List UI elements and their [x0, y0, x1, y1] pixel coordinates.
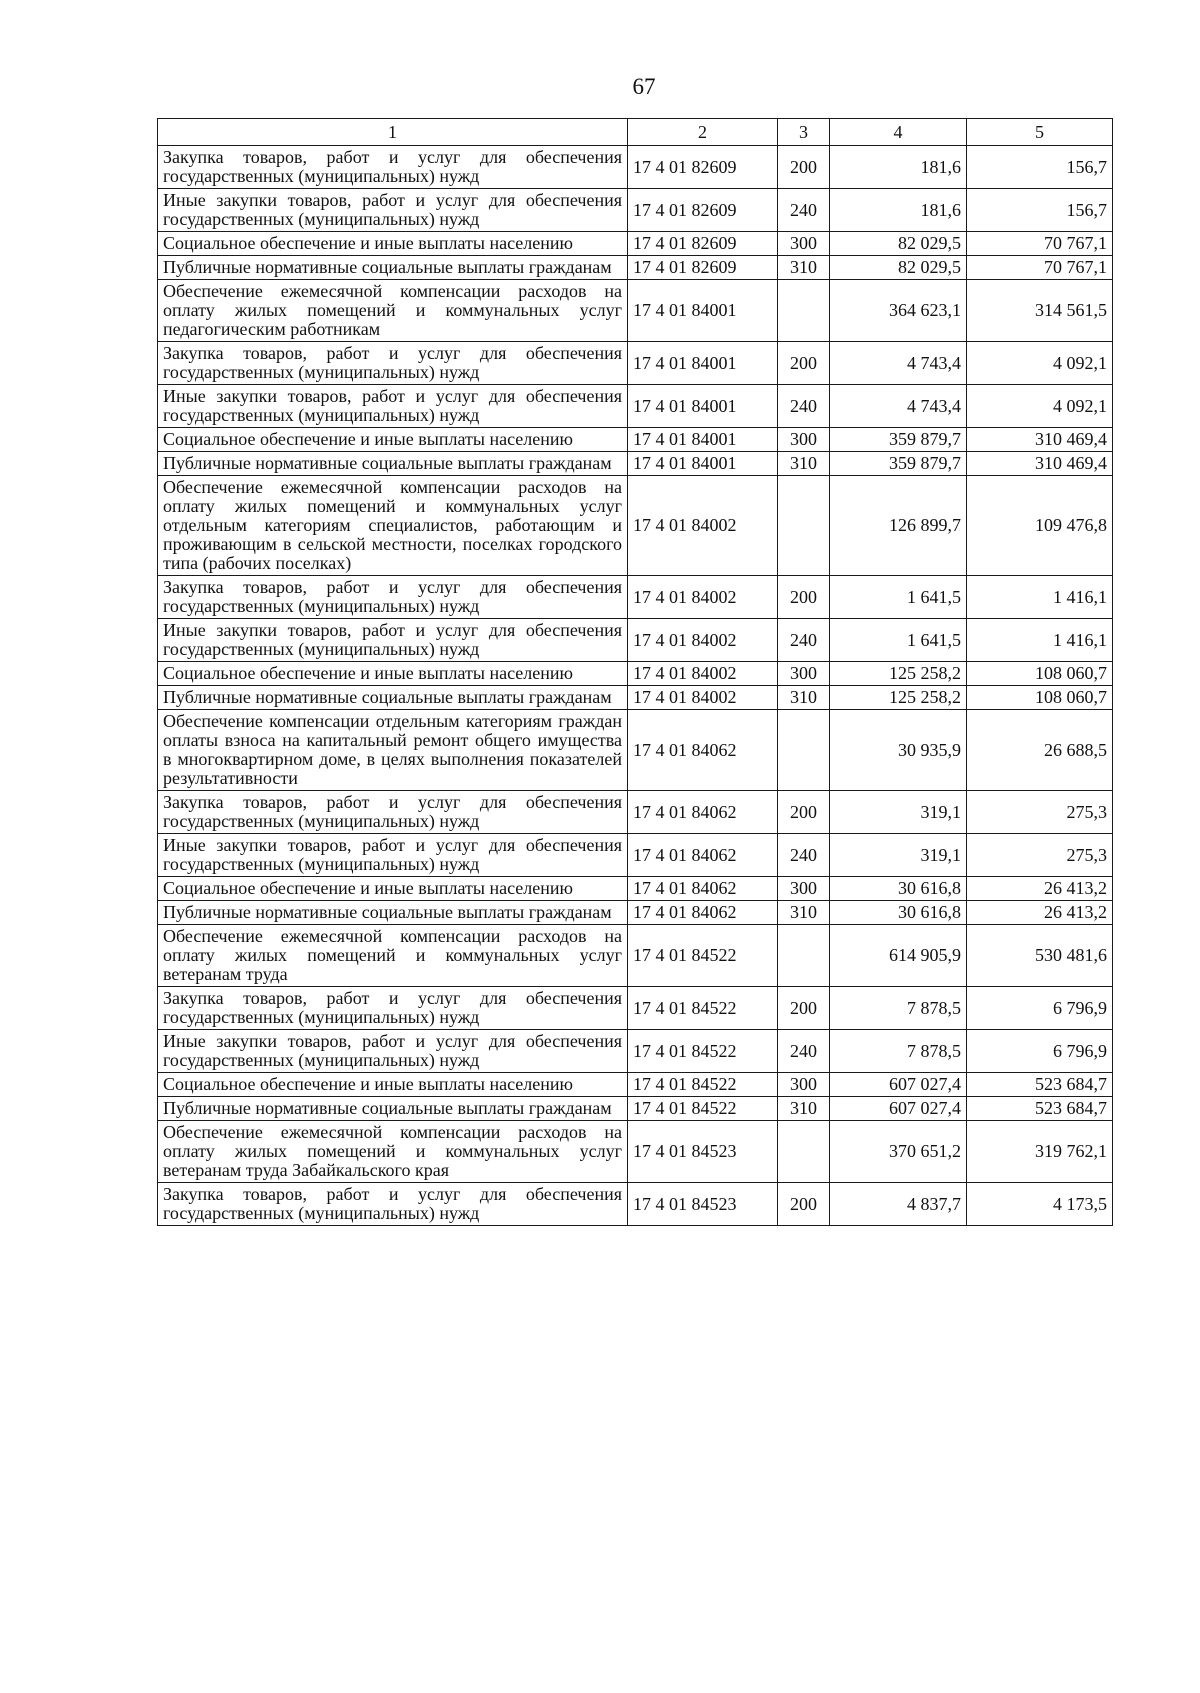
row-value-col5-cell: 26 413,2 — [967, 877, 1113, 901]
budget-table — [157, 118, 1113, 1226]
row-code-cell: 17 4 01 84522 — [628, 925, 778, 987]
row-code-cell: 17 4 01 84522 — [628, 987, 778, 1030]
row-name-cell: Обеспечение компенсации отдельным категориям граждан оплаты взноса на капитальный ремонт общего имущества в многоквартирном доме, в целях выполнения показателей результативности — [158, 710, 628, 791]
table-row — [158, 280, 1113, 342]
table-row — [158, 1097, 1113, 1121]
row-type-cell: 240 — [778, 834, 830, 877]
row-type-cell — [778, 710, 830, 791]
row-type-cell: 300 — [778, 428, 830, 452]
row-code-cell: 17 4 01 84522 — [628, 1073, 778, 1097]
row-type-cell — [778, 1121, 830, 1183]
row-name-cell: Иные закупки товаров, работ и услуг для обеспечения государственных (муниципальных) нужд — [158, 834, 628, 877]
row-code-cell: 17 4 01 84002 — [628, 476, 778, 576]
table-row — [158, 146, 1113, 189]
row-value-col4-cell: 30 616,8 — [830, 877, 967, 901]
row-name-cell: Закупка товаров, работ и услуг для обеспечения государственных (муниципальных) нужд — [158, 1183, 628, 1226]
row-value-col5-cell: 6 796,9 — [967, 987, 1113, 1030]
row-value-col4-cell: 319,1 — [830, 791, 967, 834]
row-type-cell — [778, 280, 830, 342]
table-row — [158, 834, 1113, 877]
page-number: 67 — [632, 74, 656, 99]
row-name-cell: Иные закупки товаров, работ и услуг для обеспечения государственных (муниципальных) нужд — [158, 385, 628, 428]
row-type-cell: 200 — [778, 987, 830, 1030]
row-name-cell: Социальное обеспечение и иные выплаты населению — [158, 662, 628, 686]
row-name-cell: Закупка товаров, работ и услуг для обеспечения государственных (муниципальных) нужд — [158, 146, 628, 189]
row-value-col4-cell: 7 878,5 — [830, 1030, 967, 1073]
table-row — [158, 1121, 1113, 1183]
row-value-col4-cell: 7 878,5 — [830, 987, 967, 1030]
row-type-cell: 310 — [778, 686, 830, 710]
row-value-col4-cell: 126 899,7 — [830, 476, 967, 576]
row-value-col4-cell: 4 837,7 — [830, 1183, 967, 1226]
row-name-cell: Обеспечение ежемесячной компенсации расходов на оплату жилых помещений и коммунальных услуг ветеранам труда — [158, 925, 628, 987]
row-value-col5-cell: 310 469,4 — [967, 428, 1113, 452]
row-type-cell: 300 — [778, 877, 830, 901]
row-value-col5-cell: 275,3 — [967, 834, 1113, 877]
row-type-cell: 200 — [778, 1183, 830, 1226]
row-value-col5-cell: 26 688,5 — [967, 710, 1113, 791]
table-row — [158, 232, 1113, 256]
row-code-cell: 17 4 01 84062 — [628, 791, 778, 834]
table-row — [158, 987, 1113, 1030]
row-type-cell: 240 — [778, 619, 830, 662]
row-code-cell: 17 4 01 84001 — [628, 428, 778, 452]
row-name-cell: Публичные нормативные социальные выплаты гражданам — [158, 452, 628, 476]
row-code-cell: 17 4 01 84523 — [628, 1183, 778, 1226]
row-type-cell: 200 — [778, 791, 830, 834]
row-type-cell: 310 — [778, 452, 830, 476]
row-code-cell: 17 4 01 84001 — [628, 385, 778, 428]
header-col-3: 3 — [778, 119, 830, 146]
row-type-cell: 310 — [778, 901, 830, 925]
row-name-cell: Закупка товаров, работ и услуг для обеспечения государственных (муниципальных) нужд — [158, 791, 628, 834]
table-row — [158, 619, 1113, 662]
table-row — [158, 256, 1113, 280]
row-type-cell: 200 — [778, 342, 830, 385]
header-row — [158, 119, 1113, 146]
row-code-cell: 17 4 01 84002 — [628, 619, 778, 662]
header-col-5: 5 — [967, 119, 1113, 146]
row-name-cell: Обеспечение ежемесячной компенсации расходов на оплату жилых помещений и коммунальных услуг отдельным категориям специалистов, работающим и проживающим в сельской местности, поселках городского типа (рабочих поселках) — [158, 476, 628, 576]
row-code-cell: 17 4 01 84062 — [628, 834, 778, 877]
row-value-col4-cell: 359 879,7 — [830, 452, 967, 476]
row-code-cell: 17 4 01 84062 — [628, 901, 778, 925]
row-value-col4-cell: 1 641,5 — [830, 619, 967, 662]
row-name-cell: Закупка товаров, работ и услуг для обеспечения государственных (муниципальных) нужд — [158, 342, 628, 385]
row-name-cell: Иные закупки товаров, работ и услуг для обеспечения государственных (муниципальных) нужд — [158, 1030, 628, 1073]
row-type-cell: 240 — [778, 385, 830, 428]
row-value-col4-cell: 181,6 — [830, 146, 967, 189]
row-code-cell: 17 4 01 84062 — [628, 710, 778, 791]
table-row — [158, 877, 1113, 901]
table-row — [158, 452, 1113, 476]
row-name-cell: Социальное обеспечение и иные выплаты населению — [158, 1073, 628, 1097]
table-row — [158, 476, 1113, 576]
row-code-cell: 17 4 01 84002 — [628, 686, 778, 710]
row-value-col5-cell: 156,7 — [967, 146, 1113, 189]
row-type-cell — [778, 476, 830, 576]
row-name-cell: Социальное обеспечение и иные выплаты населению — [158, 428, 628, 452]
row-value-col4-cell: 125 258,2 — [830, 686, 967, 710]
row-name-cell: Иные закупки товаров, работ и услуг для обеспечения государственных (муниципальных) нужд — [158, 619, 628, 662]
row-value-col4-cell: 125 258,2 — [830, 662, 967, 686]
row-value-col5-cell: 156,7 — [967, 189, 1113, 232]
row-value-col5-cell: 523 684,7 — [967, 1073, 1113, 1097]
row-value-col5-cell: 319 762,1 — [967, 1121, 1113, 1183]
row-type-cell: 310 — [778, 256, 830, 280]
row-code-cell: 17 4 01 82609 — [628, 189, 778, 232]
row-value-col4-cell: 30 616,8 — [830, 901, 967, 925]
row-type-cell: 310 — [778, 1097, 830, 1121]
row-value-col4-cell: 181,6 — [830, 189, 967, 232]
row-type-cell: 300 — [778, 662, 830, 686]
row-value-col4-cell: 614 905,9 — [830, 925, 967, 987]
table-row — [158, 901, 1113, 925]
table-row — [158, 385, 1113, 428]
row-value-col5-cell: 108 060,7 — [967, 662, 1113, 686]
row-type-cell — [778, 925, 830, 987]
row-value-col5-cell: 108 060,7 — [967, 686, 1113, 710]
row-name-cell: Публичные нормативные социальные выплаты гражданам — [158, 686, 628, 710]
row-value-col4-cell: 370 651,2 — [830, 1121, 967, 1183]
row-type-cell: 300 — [778, 232, 830, 256]
row-value-col4-cell: 4 743,4 — [830, 342, 967, 385]
row-name-cell: Обеспечение ежемесячной компенсации расходов на оплату жилых помещений и коммунальных услуг педагогическим работникам — [158, 280, 628, 342]
row-name-cell: Публичные нормативные социальные выплаты гражданам — [158, 256, 628, 280]
row-code-cell: 17 4 01 84002 — [628, 576, 778, 619]
row-value-col4-cell: 82 029,5 — [830, 256, 967, 280]
row-value-col5-cell: 314 561,5 — [967, 280, 1113, 342]
header-col-4: 4 — [830, 119, 967, 146]
row-name-cell: Публичные нормативные социальные выплаты гражданам — [158, 901, 628, 925]
row-value-col5-cell: 4 173,5 — [967, 1183, 1113, 1226]
table-body — [158, 146, 1113, 1226]
row-value-col5-cell: 4 092,1 — [967, 385, 1113, 428]
row-type-cell: 240 — [778, 1030, 830, 1073]
row-type-cell: 240 — [778, 189, 830, 232]
row-name-cell: Публичные нормативные социальные выплаты гражданам — [158, 1097, 628, 1121]
row-value-col5-cell: 310 469,4 — [967, 452, 1113, 476]
row-type-cell: 300 — [778, 1073, 830, 1097]
row-value-col5-cell: 523 684,7 — [967, 1097, 1113, 1121]
row-value-col5-cell: 1 416,1 — [967, 619, 1113, 662]
row-value-col5-cell: 530 481,6 — [967, 925, 1113, 987]
row-value-col5-cell: 70 767,1 — [967, 232, 1113, 256]
table-row — [158, 428, 1113, 452]
row-name-cell: Закупка товаров, работ и услуг для обеспечения государственных (муниципальных) нужд — [158, 576, 628, 619]
row-name-cell: Закупка товаров, работ и услуг для обеспечения государственных (муниципальных) нужд — [158, 987, 628, 1030]
row-code-cell: 17 4 01 82609 — [628, 146, 778, 189]
row-value-col5-cell: 109 476,8 — [967, 476, 1113, 576]
row-value-col4-cell: 607 027,4 — [830, 1073, 967, 1097]
row-value-col4-cell: 4 743,4 — [830, 385, 967, 428]
table-row — [158, 1183, 1113, 1226]
row-value-col4-cell: 82 029,5 — [830, 232, 967, 256]
row-code-cell: 17 4 01 84001 — [628, 280, 778, 342]
table-row — [158, 686, 1113, 710]
row-name-cell: Социальное обеспечение и иные выплаты населению — [158, 232, 628, 256]
row-value-col5-cell: 70 767,1 — [967, 256, 1113, 280]
row-value-col4-cell: 30 935,9 — [830, 710, 967, 791]
row-value-col4-cell: 359 879,7 — [830, 428, 967, 452]
row-value-col5-cell: 275,3 — [967, 791, 1113, 834]
row-code-cell: 17 4 01 84001 — [628, 342, 778, 385]
row-type-cell: 200 — [778, 146, 830, 189]
table-row — [158, 710, 1113, 791]
row-value-col4-cell: 1 641,5 — [830, 576, 967, 619]
row-value-col5-cell: 6 796,9 — [967, 1030, 1113, 1073]
row-name-cell: Социальное обеспечение и иные выплаты населению — [158, 877, 628, 901]
row-value-col4-cell: 364 623,1 — [830, 280, 967, 342]
row-code-cell: 17 4 01 84001 — [628, 452, 778, 476]
table-row — [158, 1030, 1113, 1073]
row-code-cell: 17 4 01 84002 — [628, 662, 778, 686]
row-code-cell: 17 4 01 84523 — [628, 1121, 778, 1183]
row-value-col4-cell: 607 027,4 — [830, 1097, 967, 1121]
table-row — [158, 576, 1113, 619]
header-col-1: 1 — [158, 119, 628, 146]
row-name-cell: Иные закупки товаров, работ и услуг для обеспечения государственных (муниципальных) нужд — [158, 189, 628, 232]
table-row — [158, 189, 1113, 232]
table-row — [158, 791, 1113, 834]
row-code-cell: 17 4 01 84062 — [628, 877, 778, 901]
row-code-cell: 17 4 01 84522 — [628, 1097, 778, 1121]
row-code-cell: 17 4 01 82609 — [628, 256, 778, 280]
row-value-col5-cell: 4 092,1 — [967, 342, 1113, 385]
table-row — [158, 925, 1113, 987]
row-type-cell: 200 — [778, 576, 830, 619]
header-col-2: 2 — [628, 119, 778, 146]
row-name-cell: Обеспечение ежемесячной компенсации расходов на оплату жилых помещений и коммунальных услуг ветеранам труда Забайкальского края — [158, 1121, 628, 1183]
row-value-col4-cell: 319,1 — [830, 834, 967, 877]
table-row — [158, 342, 1113, 385]
table-row — [158, 1073, 1113, 1097]
row-code-cell: 17 4 01 82609 — [628, 232, 778, 256]
row-value-col5-cell: 1 416,1 — [967, 576, 1113, 619]
table-row — [158, 662, 1113, 686]
row-value-col5-cell: 26 413,2 — [967, 901, 1113, 925]
row-code-cell: 17 4 01 84522 — [628, 1030, 778, 1073]
